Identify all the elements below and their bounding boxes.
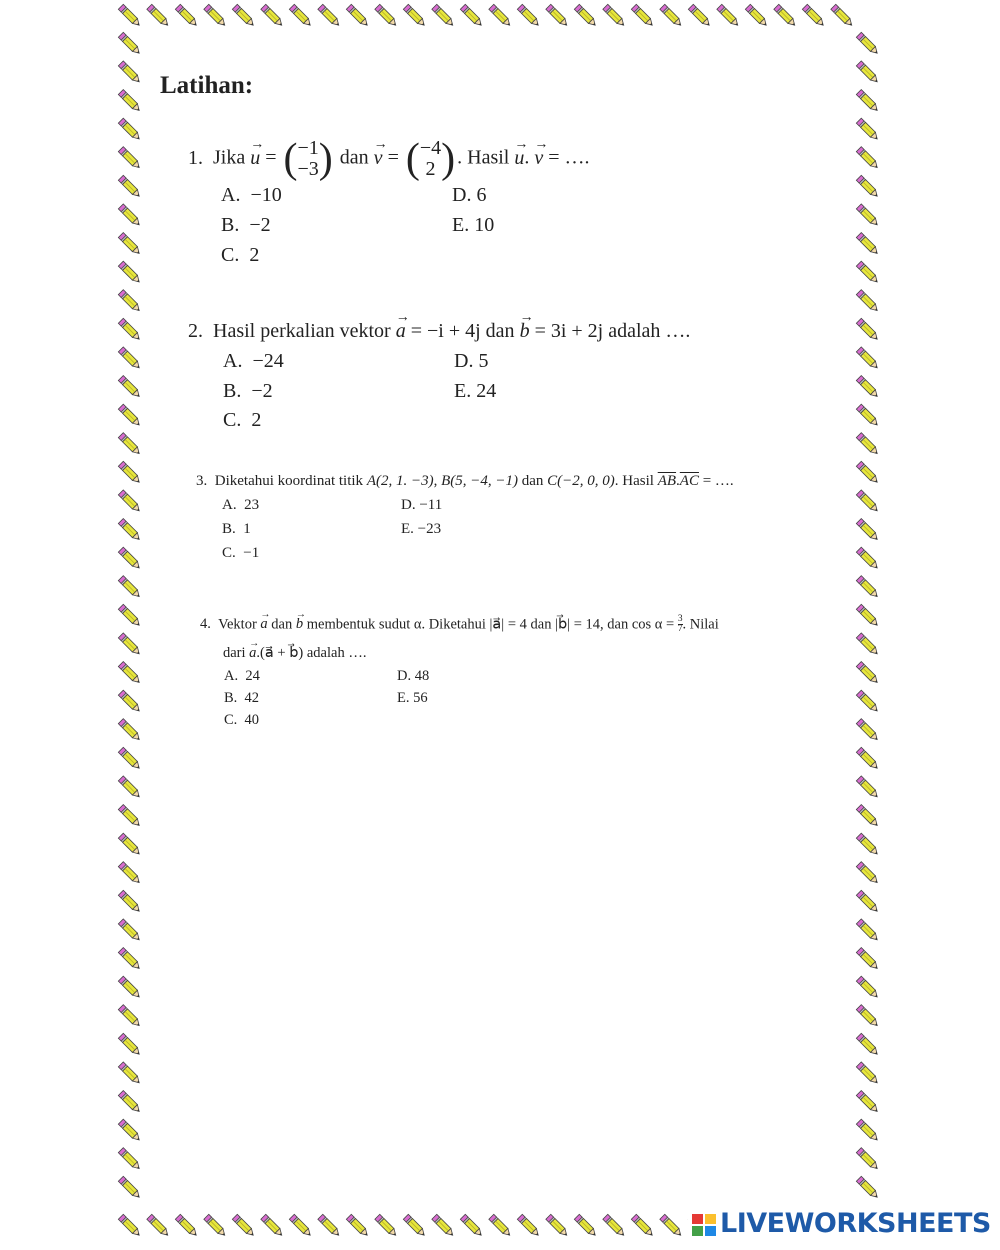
option-b[interactable] [221, 214, 271, 237]
liveworksheets-logo [688, 1206, 993, 1246]
option-value: 2 [251, 409, 262, 431]
option-label: D. [454, 350, 474, 372]
question-text: . Hasil [457, 146, 510, 169]
vector-ab: $\overline{AB}$ [657, 473, 677, 489]
option-value: 48 [414, 668, 430, 684]
option-a[interactable] [222, 497, 259, 514]
option-value: 10 [474, 214, 495, 236]
option-b[interactable] [222, 521, 251, 538]
option-c[interactable] [221, 244, 259, 267]
vector-entry: 2 [425, 158, 436, 180]
vector-symbol: → b [296, 616, 303, 633]
option-value: 6 [476, 184, 487, 206]
option-value: 23 [244, 497, 260, 513]
option-d[interactable] [454, 350, 488, 373]
option-value: −2 [251, 380, 273, 402]
vector-symbol: → a [249, 645, 256, 662]
question-text: = 3i + 2j [529, 320, 604, 342]
vector-entry: −4 [419, 137, 442, 159]
question-3: 3. Diketahui koordinat titik A(2, 1. −3), B(5, −4, −1) dan C(−2, 0, 0). Hasil $\overline{AB}.\overline{AC}$ = …. [196, 473, 734, 489]
vector-symbol: → u [514, 147, 524, 170]
magnitude-b: |b⃗| = 14 [555, 616, 601, 633]
option-b[interactable] [223, 380, 273, 403]
question-1: 1. Jika → u = (−1 −3) dan → v = (−4 2 ) . Hasil → u. → v = …. [188, 138, 590, 180]
question-text: dan [271, 616, 293, 633]
question-text: dan [530, 616, 552, 633]
option-label: C. [223, 409, 242, 431]
vector-symbol: → v [534, 147, 543, 170]
option-e[interactable] [401, 521, 441, 538]
question-text: , dan cos α = [600, 616, 675, 633]
question-number: 3. [196, 473, 208, 489]
option-label: A. [223, 350, 243, 372]
option-label: B. [223, 380, 242, 402]
question-text: dan [480, 320, 520, 342]
option-label: A. [222, 497, 237, 513]
question-text: Diketahui koordinat titik [214, 473, 364, 489]
option-value: −11 [419, 497, 443, 513]
option-value: −2 [249, 214, 271, 236]
option-label: D. [397, 668, 412, 684]
question-text: dan [339, 146, 369, 169]
option-label: A. [224, 668, 239, 684]
question-text: = …. [698, 473, 734, 489]
option-label: E. [401, 521, 414, 537]
column-vector: (−4 2 ) [405, 136, 456, 182]
option-label: A. [221, 184, 241, 206]
option-c[interactable] [224, 712, 259, 729]
option-label: B. [222, 521, 236, 537]
option-c[interactable] [222, 545, 259, 562]
vector-entry: −1 [297, 137, 319, 159]
question-text: = …. [543, 146, 590, 169]
question-number: 4. [200, 616, 211, 633]
worksheet-title: Latihan: [160, 72, 254, 99]
option-label: B. [221, 214, 240, 236]
option-a[interactable] [223, 350, 284, 373]
option-value: 24 [245, 668, 260, 684]
point-b: B(5, −4, −1) [441, 473, 518, 489]
vector-ac: $\overline{AC}$ [679, 473, 699, 489]
option-value: 42 [244, 690, 260, 706]
vector-symbol: → b [520, 320, 530, 343]
option-e[interactable] [454, 380, 496, 403]
vector-symbol: → v [374, 147, 383, 170]
point-a: A(2, 1. −3) [366, 473, 434, 489]
option-value: −24 [252, 350, 284, 372]
question-text: . Nilai [682, 616, 719, 633]
option-e[interactable] [452, 214, 494, 237]
option-label: E. [454, 380, 472, 402]
question-text: . Hasil [614, 473, 654, 489]
option-d[interactable] [401, 497, 442, 514]
option-value: 5 [478, 350, 489, 372]
question-text: adalah …. [603, 320, 691, 342]
question-text: = −i + 4j [405, 320, 481, 342]
question-number: 1. [188, 146, 203, 169]
question-text: dan [521, 473, 544, 489]
logo-icon [692, 1214, 718, 1238]
option-d[interactable] [452, 184, 486, 207]
option-e[interactable] [397, 690, 428, 707]
option-value: 2 [249, 244, 260, 266]
question-text: dari [223, 645, 246, 661]
option-a[interactable] [224, 668, 260, 685]
question-text: Vektor [218, 616, 257, 633]
option-label: E. [397, 690, 410, 706]
fraction-denominator: 7 [677, 624, 683, 635]
question-4 [200, 615, 719, 635]
option-a[interactable] [221, 184, 282, 207]
question-text: adalah …. [303, 645, 367, 661]
option-value: −10 [250, 184, 282, 206]
option-label: D. [401, 497, 416, 513]
expression: (a⃗ + b⃗) [260, 645, 304, 661]
option-value: 40 [244, 712, 260, 728]
vector-entry: −3 [297, 158, 319, 180]
option-value: 56 [413, 690, 428, 706]
question-2 [188, 320, 690, 343]
fraction-numerator: 3 [677, 614, 683, 624]
option-d[interactable] [397, 668, 429, 685]
option-value: −1 [243, 545, 260, 561]
vector-symbol: → u [250, 147, 260, 170]
question-text: membentuk sudut α. Diketahui [306, 616, 486, 633]
point-c: C(−2, 0, 0) [547, 473, 615, 489]
option-value: 24 [476, 380, 497, 402]
option-label: B. [224, 690, 238, 706]
vector-symbol: → a [396, 320, 406, 343]
option-value: −23 [417, 521, 442, 537]
question-4-line-2: dari → a.(a⃗ + b⃗) adalah …. [223, 645, 366, 662]
option-label: D. [452, 184, 472, 206]
option-label: C. [222, 545, 236, 561]
question-number: 2. [188, 320, 203, 342]
question-text: Hasil perkalian vektor [213, 320, 391, 342]
vector-symbol: → a [260, 616, 267, 633]
option-label: C. [221, 244, 240, 266]
logo-text: LIVEWORKSHEETS [720, 1208, 991, 1239]
magnitude-a: |a⃗| = 4 [489, 616, 527, 633]
option-value: 1 [243, 521, 251, 537]
question-text: Jika [213, 146, 246, 169]
option-label: C. [224, 712, 238, 728]
column-vector: (−1 −3) [283, 136, 333, 182]
option-c[interactable] [223, 409, 261, 432]
option-label: E. [452, 214, 470, 236]
option-b[interactable] [224, 690, 259, 707]
